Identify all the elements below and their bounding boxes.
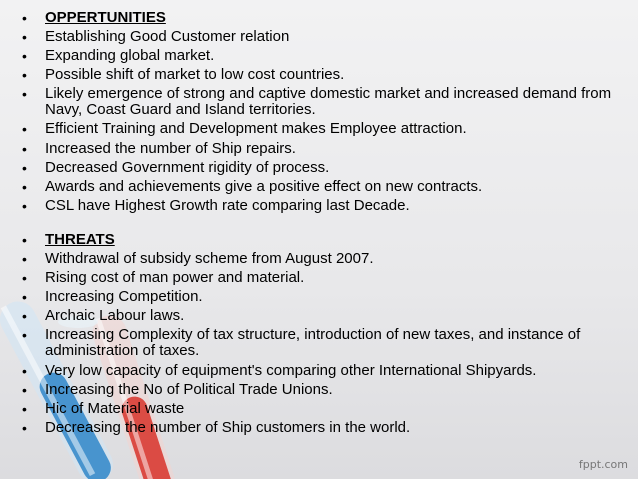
list-item: • Archaic Labour laws. [22,308,612,324]
list-item: • Increasing the No of Political Trade Unions. [22,382,612,398]
threats-heading: • THREATS [22,232,612,248]
opportunities-list [22,10,612,214]
list-item: • Expanding global market. [22,48,612,64]
opportunities-heading: • OPPERTUNITIES [22,10,612,26]
list-item: • Increased the number of Ship repairs. [22,141,612,157]
section-spacer [22,217,612,232]
list-item: • Increasing Competition. [22,289,612,305]
threats-list [22,232,612,436]
swot-content [22,10,612,439]
watermark: fppt.com [578,458,628,471]
list-item: • Establishing Good Customer relation [22,29,612,45]
list-item: • Decreasing the number of Ship customers in the world. [22,420,612,436]
list-item: • Very low capacity of equipment's comparing other International Shipyards. [22,363,612,379]
list-item: • Decreased Government rigidity of process. [22,160,612,176]
list-item: • Increasing Complexity of tax structure, introduction of new taxes, and instance of administration of taxes. [22,327,612,359]
list-item: • Withdrawal of subsidy scheme from August 2007. [22,251,612,267]
list-item: • Rising cost of man power and material. [22,270,612,286]
list-item: • Efficient Training and Development makes Employee attraction. [22,121,612,137]
list-item: • Hic of Material waste [22,401,612,417]
list-item: • CSL have Highest Growth rate comparing last Decade. [22,198,612,214]
list-item: • Possible shift of market to low cost countries. [22,67,612,83]
list-item: • Awards and achievements give a positive effect on new contracts. [22,179,612,195]
list-item: • Likely emergence of strong and captive domestic market and increased demand from Navy, Coast Guard and Island territories. [22,86,612,118]
